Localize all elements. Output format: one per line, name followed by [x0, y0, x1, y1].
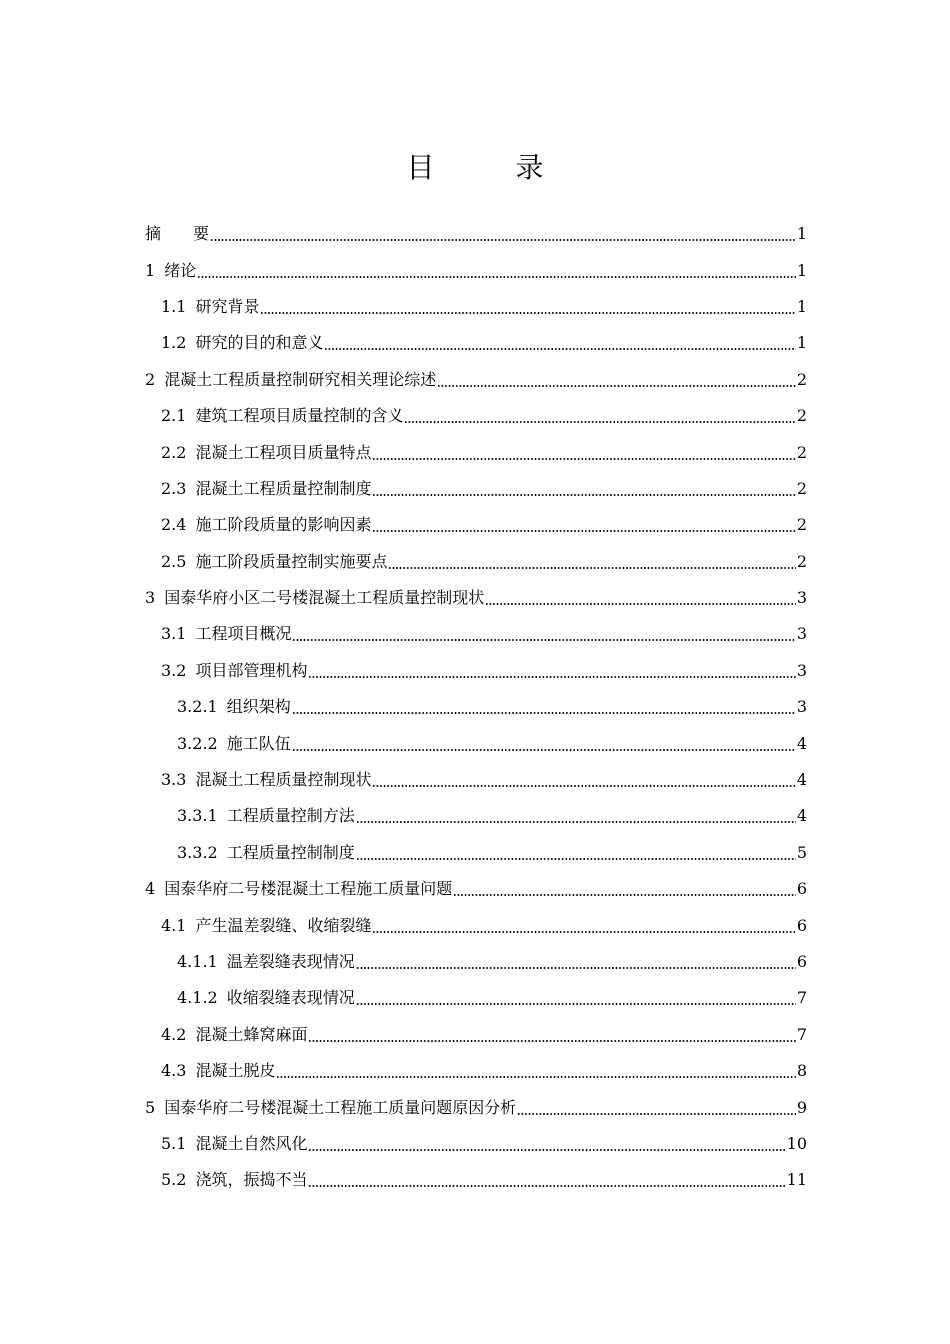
toc-entry-page: 10 — [786, 1133, 807, 1153]
toc-entry-page: 8 — [796, 1061, 807, 1081]
page-title: 目 录 — [406, 151, 580, 184]
toc-entry-number: 5.2 — [161, 1170, 187, 1190]
toc-entry-number: 2 — [145, 369, 156, 389]
toc-entry[interactable] — [145, 980, 807, 1016]
toc-entry[interactable] — [145, 653, 807, 689]
toc-entry-page: 2 — [796, 442, 807, 462]
toc-entry[interactable] — [145, 362, 807, 398]
dot-leader — [437, 385, 796, 387]
toc-entry-title: 混凝土工程质量控制研究相关理论综述 — [164, 369, 437, 389]
toc-entry[interactable] — [145, 1053, 807, 1089]
toc-entry[interactable] — [145, 252, 807, 288]
toc-entry[interactable] — [145, 544, 807, 580]
toc-entry[interactable] — [145, 689, 807, 725]
dot-leader — [308, 676, 795, 678]
toc-entry-number: 3.3.1 — [177, 806, 218, 826]
toc-entry[interactable] — [145, 1017, 807, 1053]
toc-entry[interactable] — [145, 835, 807, 871]
toc-entry-page: 5 — [796, 842, 807, 862]
toc-entry-title: 国泰华府二号楼混凝土工程施工质量问题 — [164, 879, 453, 899]
toc-entry[interactable] — [145, 289, 807, 325]
toc-entry-number: 2.3 — [161, 478, 187, 498]
toc-entry-title: 绪论 — [164, 260, 197, 280]
toc-entry-number: 2.2 — [161, 442, 187, 462]
toc-entry-title: 国泰华府小区二号楼混凝土工程质量控制现状 — [164, 588, 485, 608]
dot-leader — [324, 348, 795, 350]
toc-entry-title: 混凝土蜂窝麻面 — [195, 1024, 308, 1044]
table-of-contents — [145, 216, 807, 1199]
toc-entry-title: 收缩裂缝表现情况 — [226, 988, 355, 1008]
toc-entry[interactable] — [145, 507, 807, 543]
toc-entry-title: 摘 要 — [145, 224, 210, 244]
toc-entry-number: 2.4 — [161, 515, 187, 535]
toc-entry[interactable] — [145, 871, 807, 907]
toc-entry-page: 7 — [796, 988, 807, 1008]
toc-entry-title: 浇筑，振捣不当 — [195, 1170, 308, 1190]
toc-entry-number: 2.5 — [161, 551, 187, 571]
toc-entry-page: 3 — [796, 624, 807, 644]
toc-entry-number: 1 — [145, 260, 156, 280]
toc-entry[interactable] — [145, 471, 807, 507]
dot-leader — [356, 1003, 796, 1005]
toc-entry-page: 6 — [796, 915, 807, 935]
toc-entry-title: 混凝土工程项目质量特点 — [195, 442, 372, 462]
toc-entry-number: 3.3 — [161, 770, 187, 790]
dot-leader — [404, 421, 795, 423]
toc-entry[interactable] — [145, 1126, 807, 1162]
toc-entry[interactable] — [145, 616, 807, 652]
toc-entry[interactable] — [145, 1162, 807, 1198]
toc-entry-page: 1 — [796, 260, 807, 280]
dot-leader — [308, 1185, 785, 1187]
toc-entry-page: 4 — [796, 770, 807, 790]
dot-leader — [453, 894, 796, 896]
toc-entry-page: 3 — [796, 697, 807, 717]
toc-entry-title: 施工队伍 — [226, 733, 291, 753]
toc-entry[interactable] — [145, 798, 807, 834]
toc-entry-title: 混凝土工程质量控制现状 — [195, 770, 372, 790]
toc-entry-title: 组织架构 — [226, 697, 291, 717]
toc-entry-number: 4.3 — [161, 1061, 187, 1081]
toc-entry-title: 混凝土自然风化 — [195, 1133, 308, 1153]
toc-entry-title: 工程质量控制制度 — [226, 842, 355, 862]
dot-leader — [197, 276, 796, 278]
toc-entry[interactable] — [145, 216, 807, 252]
dot-leader — [356, 858, 796, 860]
dot-leader — [356, 967, 796, 969]
toc-entry-page: 1 — [796, 296, 807, 316]
toc-entry-title: 研究背景 — [195, 296, 260, 316]
toc-entry-page: 9 — [796, 1097, 807, 1117]
toc-entry-page: 4 — [796, 806, 807, 826]
toc-entry-number: 4 — [145, 879, 156, 899]
dot-leader — [372, 530, 795, 532]
toc-entry-number: 3 — [145, 588, 156, 608]
toc-entry-number: 1.2 — [161, 333, 187, 353]
dot-leader — [372, 785, 795, 787]
dot-leader — [292, 749, 796, 751]
toc-entry[interactable] — [145, 907, 807, 943]
toc-entry-number: 2.1 — [161, 406, 187, 426]
toc-entry[interactable] — [145, 1089, 807, 1125]
toc-entry-title: 建筑工程项目质量控制的含义 — [195, 406, 404, 426]
toc-entry-title: 项目部管理机构 — [195, 660, 308, 680]
toc-entry-title: 混凝土脱皮 — [195, 1061, 276, 1081]
toc-entry-page: 3 — [796, 660, 807, 680]
dot-leader — [276, 1076, 795, 1078]
toc-entry-page: 2 — [796, 478, 807, 498]
dot-leader — [372, 494, 795, 496]
toc-entry-number: 3.1 — [161, 624, 187, 644]
toc-entry-title: 研究的目的和意义 — [195, 333, 324, 353]
dot-leader — [292, 712, 796, 714]
toc-entry[interactable] — [145, 762, 807, 798]
toc-entry-page: 6 — [796, 879, 807, 899]
toc-entry-number: 1.1 — [161, 296, 187, 316]
toc-entry-page: 2 — [796, 515, 807, 535]
dot-leader — [485, 603, 796, 605]
toc-entry-number: 5 — [145, 1097, 156, 1117]
toc-entry[interactable] — [145, 398, 807, 434]
dot-leader — [292, 639, 795, 641]
toc-entry-title: 施工阶段质量控制实施要点 — [195, 551, 388, 571]
toc-entry[interactable] — [145, 725, 807, 761]
toc-entry[interactable] — [145, 434, 807, 470]
dot-leader — [372, 458, 795, 460]
toc-entry-title: 国泰华府二号楼混凝土工程施工质量问题原因分析 — [164, 1097, 517, 1117]
toc-entry-page: 3 — [796, 588, 807, 608]
toc-entry-page: 1 — [796, 224, 807, 244]
dot-leader — [388, 567, 795, 569]
toc-entry-page: 11 — [786, 1170, 807, 1190]
toc-entry-number: 3.3.2 — [177, 842, 218, 862]
toc-entry-number: 4.1.2 — [177, 988, 218, 1008]
toc-entry-number: 5.1 — [161, 1133, 187, 1153]
toc-entry-page: 1 — [796, 333, 807, 353]
toc-entry-number: 4.2 — [161, 1024, 187, 1044]
toc-entry-page: 4 — [796, 733, 807, 753]
toc-entry-page: 2 — [796, 406, 807, 426]
dot-leader — [308, 1149, 785, 1151]
dot-leader — [308, 1040, 795, 1042]
dot-leader — [372, 931, 795, 933]
toc-entry-title: 工程质量控制方法 — [226, 806, 355, 826]
toc-entry-title: 混凝土工程质量控制制度 — [195, 478, 372, 498]
toc-entry[interactable] — [145, 944, 807, 980]
toc-entry-page: 6 — [796, 952, 807, 971]
toc-entry-page: 7 — [796, 1024, 807, 1044]
toc-entry[interactable] — [145, 580, 807, 616]
toc-entry-number: 3.2.2 — [177, 733, 218, 753]
dot-leader — [260, 312, 795, 314]
toc-entry-title: 温差裂缝表现情况 — [226, 952, 355, 971]
dot-leader — [210, 239, 796, 241]
toc-entry[interactable] — [145, 325, 807, 361]
toc-entry-title: 产生温差裂缝、收缩裂缝 — [195, 915, 372, 935]
toc-entry-number: 4.1.1 — [177, 952, 218, 971]
toc-entry-title: 施工阶段质量的影响因素 — [195, 515, 372, 535]
dot-leader — [517, 1113, 796, 1115]
toc-entry-number: 3.2.1 — [177, 697, 218, 717]
dot-leader — [356, 821, 796, 823]
toc-entry-number: 3.2 — [161, 660, 187, 680]
toc-entry-title: 工程项目概况 — [195, 624, 292, 644]
toc-entry-number: 4.1 — [161, 915, 187, 935]
toc-entry-page: 2 — [796, 369, 807, 389]
toc-entry-page: 2 — [796, 551, 807, 571]
